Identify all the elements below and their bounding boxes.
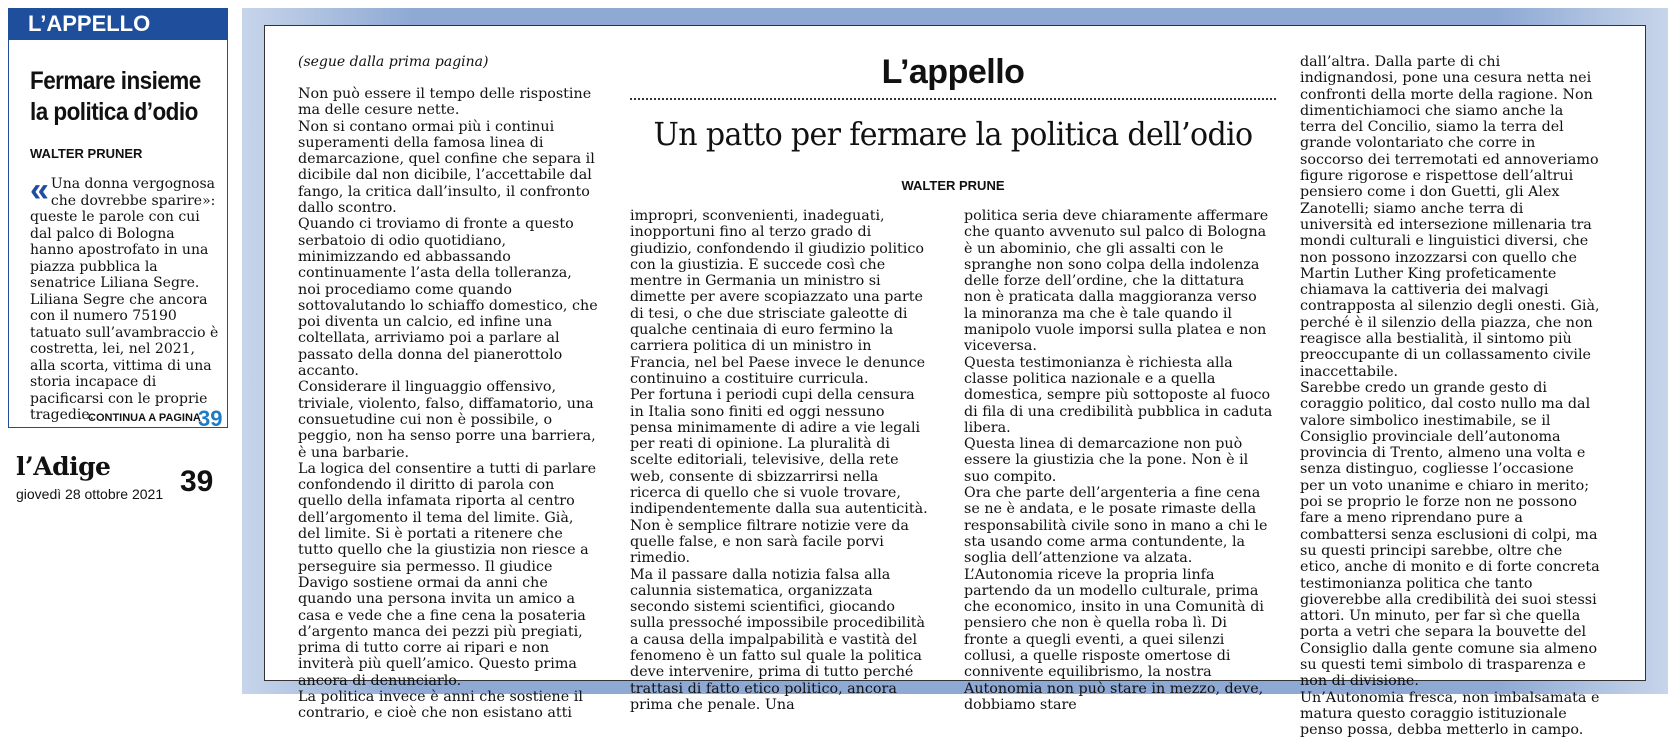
teaser-title: Fermare insieme la politica d’odio: [30, 67, 201, 126]
article-column-1: [298, 86, 598, 722]
paragraph: Ora che parte dell’argenteria a fine cena se ne è andata, e le posate rimaste della responsabilità civile sono in mano a chi le sta usando come arma contundente, la soglia dell’attenzione va alzata.: [964, 485, 1268, 567]
continued-note: (segue dalla prima pagina): [298, 54, 489, 70]
teaser-text: [30, 171, 222, 424]
teaser-body: Una donna vergognosa che dovrebbe sparire»: queste le parole con cui dal palco di Bologna hanno apostrofato in una piazza pubblica la senatrice Liliana Segre. Liliana Segre che ancora con il numero 75190 tatuato sull’avambraccio è costretta, lei, nel 2021, alla scorta, vittima di una storia incapace di pacificarsi con le proprie tragedie.: [30, 176, 219, 423]
paragraph: Considerare il linguaggio offensivo, triviale, violento, falso, diffamatorio, una consuetudine cui non è possibile, o peggio, non ha senso porre una barriera, è una barbarie.: [298, 379, 596, 461]
paragraph: Questa linea di demarcazione non può essere la giustizia che la pone. Non è il suo compito.: [964, 436, 1249, 485]
paragraph: Questa testimonianza è richiesta alla classe politica nazionale e a quella domestica, sempre più sottoposte al fuoco di fila di una credibilità pubblica in caduta libera.: [964, 354, 1273, 436]
article-kicker: L’appello: [881, 53, 1025, 91]
article-headline: Un patto per fermare la politica dell’odio: [653, 115, 1253, 153]
dotted-divider: [630, 98, 1276, 100]
paragraph: politica seria deve chiaramente affermare che quanto avvenuto sul palco di Bologna è un abominio, che gli assalti con le spranghe non sono colpa della indolenza delle forze dell’ordine, che la dittatura non è praticata dalla maggioranza verso la minoranza ma che è tale quando il manipolo vuole imporsi sulla platea e non viceversa.: [964, 208, 1269, 355]
paragraph: Ma il passare dalla notizia falsa alla calunnia sistematica, organizzata secondo sistemi scientifici, giocando sulla pressoché impossibile procedibilità a causa della impalpabilità e vastità del fenomeno è un fatto sul quale la politica deve intervenire, prima di tutto perché trattasi di fatto etico politico, ancora prima che penale. Una: [630, 566, 926, 713]
paragraph: Per fortuna i periodi cupi della censura in Italia sono finiti ed oggi nessuno pensa minimamente di adire a vie legali per reati di opinione. La pluralità di scelte editoriali, televisive, della rete web, consente di sbizzarrirsi nella ricerca di quello che si vuole trovare, indipendentemente dalla sua autenticità. Non è semplice filtrare notizie vere da quelle false, e non sarà facile porvi rimedio.: [630, 387, 928, 567]
paragraph: impropri, sconvenienti, inadeguati, inopportuni fino al terzo grado di giudizio, confondendo il giudizio politico con la giustizia. E succede così che mentre in Germania un ministro si dimette per avere scopiazzato una parte di tesi, o che due strisciate galeotte di qualche centinaia di euro fermino la carriera politica di un ministro in Francia, nel bel Paese invece le denunce continuino a costituire curricula.: [630, 208, 926, 387]
issue-date: giovedì 28 ottobre 2021: [16, 486, 164, 502]
newspaper-logo: l’Adige: [16, 452, 111, 481]
paragraph: Non si contano ormai più i continui superamenti della famosa linea di demarcazione, quel confine che separa il dicibile dal non dicibile, l’accettabile dal fango, la critica dall’insulto, il confronto dallo scontro.: [298, 118, 595, 217]
page-number: 39: [180, 465, 214, 498]
article-column-4: [1300, 54, 1600, 738]
continue-page-number: 39: [198, 406, 223, 431]
article-byline: WALTER PRUNE: [901, 178, 1005, 193]
article-column-3: [964, 208, 1274, 713]
paragraph: Non può essere il tempo delle rispostine ma delle cesure nette.: [298, 86, 592, 119]
paragraph: La politica invece è anni che sostiene il contrario, e cioè che non esistano atti: [298, 688, 583, 722]
paragraph: La logica del consentire a tutti di parlare confondendo il diritto di parola con quello della infamata riporta al centro dell’argomento il tema del limite. Già, del limite. Si è portati a ritenere che tutto quello che la giustizia non riesce a perseguire sia permesso. Il giudice Davigo sostiene ormai da anni che quando una persona invita un amico a casa e vede che a fine cena la posateria d’argento manca dei pezzi più pregiati, prima di tutto corre ai ripari e non inviterà più quell’amico. Questo prima ancora di denunciarlo.: [298, 460, 597, 689]
paragraph: dall’altra. Dalla parte di chi indignandosi, pone una cesura netta nei confronti della morte della ragione. Non dimentichiamoci che siamo anche la terra del Concilio, siamo la terra del grande volontariato che corre in soccorso dei terremotati ed annoveriamo figure rigorose e rispettose dell’altrui pensiero come i don Guetti, gli Alex Zanotelli; siamo anche terra di università ed intersezione millenaria tra mondi culturali e linguistici diversi, che non possono inzozzarsi con quello che Martin Luther King profeticamente chiamava la cattiveria dei malvagi contrapposta al silenzio degli onesti. Già, perché è il silenzio della piazza, che non reagisce alla bestialità, il sintomo più preoccupante di un collassamento civile inaccettabile.: [1300, 54, 1600, 380]
teaser-section-label: L’APPELLO: [8, 8, 228, 40]
teaser-author: WALTER PRUNER: [30, 146, 143, 161]
paragraph: Sarebbe credo un grande gesto di coraggio politico, dal costo nullo ma dal valore simbolico inestimabile, se il Consiglio provinciale dell’autonoma provincia di Trento, almeno una volta e senza distinguo, cogliesse l’occasione per un voto unanime e chiaro in merito; poi se proprio le forze non ne possono fare a meno riprendano pure a combattersi senza esclusioni di colpi, ma su questi principi sarebbe, oltre che etico, anche di monito e di forte concreta testimonianza politica che tanto gioverebbe alla credibilità dei suoi stessi attori. Un minuto, per far sì che quella porta a vetri che separa la bouvette del Consiglio dalla gente comune sia almeno su questi temi simbolo di trasparenza e non di divisione.: [1300, 379, 1600, 690]
front-page-teaser: [0, 0, 236, 702]
paragraph: Quando ci troviamo di fronte a questo serbatoio di odio quotidiano, minimizzando ed abbassando continuamente l’asta della tolleranza, noi procediamo come quando sottovalutando lo schiaffo domestico, che poi diventa un calcio, ed infine una coltellata, arriviamo poi a parlare al passato della donna del pianerottolo accanto.: [298, 216, 598, 380]
paragraph: L’Autonomia riceve la propria linfa partendo da un modello culturale, prima che economico, insito in una Comunità di pensiero che non è quella roba lì. Di fronte a quegli eventi, a quei silenzi collusi, a quelle risposte omertose di connivente equilibrismo, la nostra Autonomia non può stare in mezzo, deve, dobbiamo stare: [964, 566, 1264, 713]
article-column-2: [630, 208, 928, 713]
quote-mark: «: [30, 171, 49, 209]
continue-label: CONTINUA A PAGINA: [88, 412, 201, 424]
paragraph: Un’Autonomia fresca, non imbalsamata e matura questo coraggio istituzionale penso possa, debba metterlo in campo.: [1300, 689, 1600, 738]
